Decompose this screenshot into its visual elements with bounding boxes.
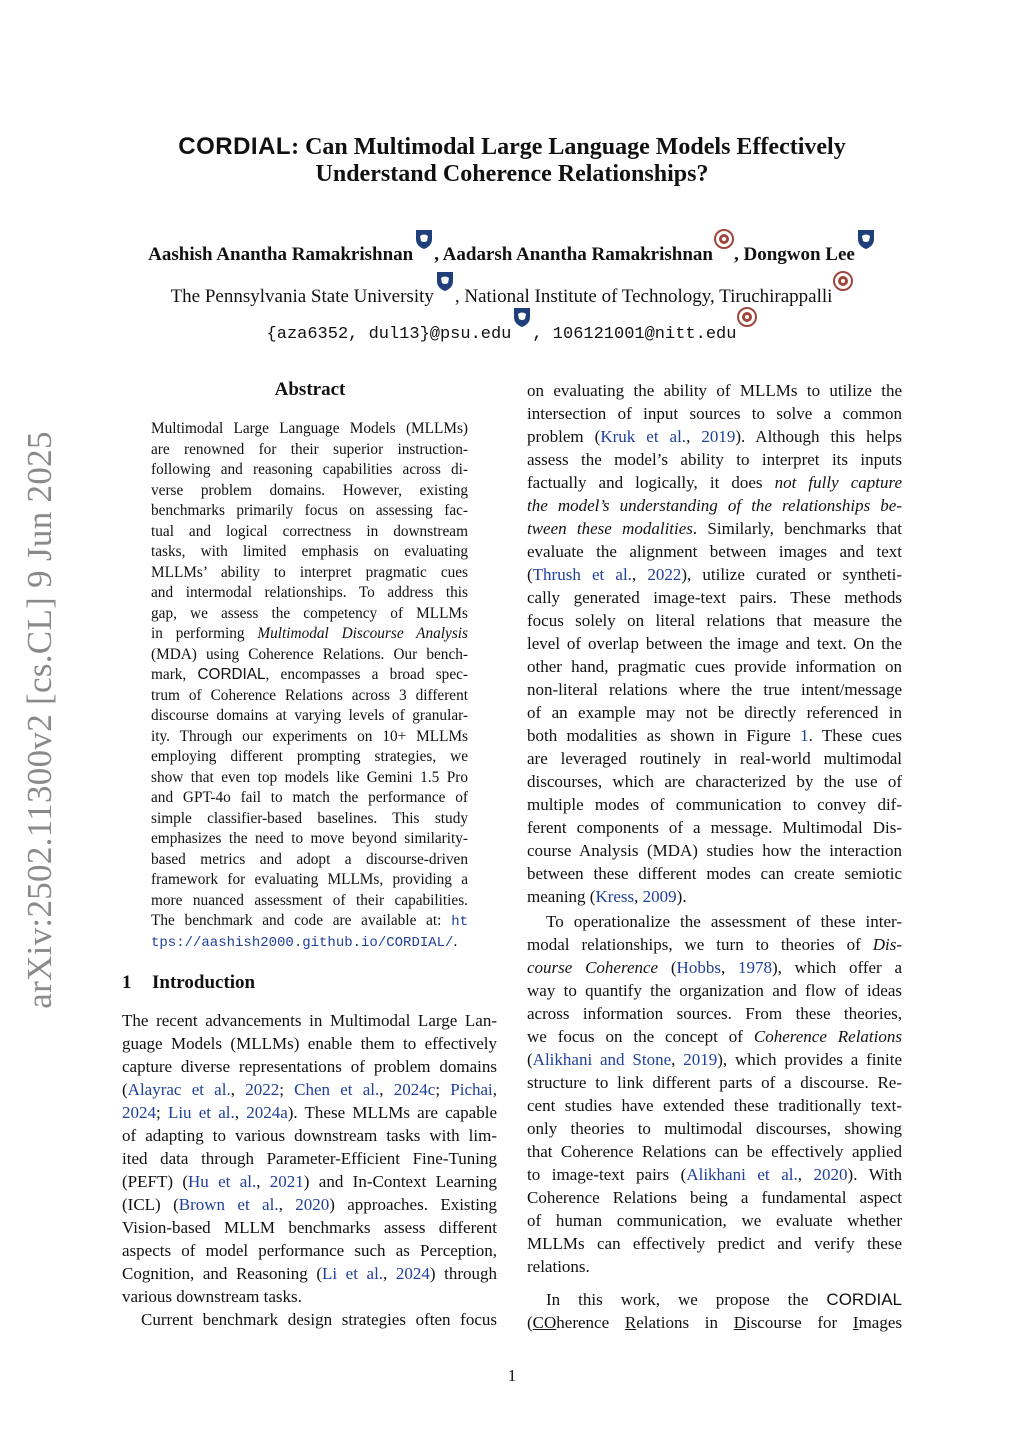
body-text: , bbox=[720, 958, 738, 977]
acronym-letter: CO bbox=[532, 1313, 557, 1332]
citation-link[interactable]: Hu et al. bbox=[188, 1172, 257, 1191]
abstract-line: and intermodal relationships. To address this bbox=[151, 584, 468, 601]
page-number: 1 bbox=[507, 1366, 517, 1385]
abstract-line: framework for evaluating MLLMs, providing a bbox=[151, 871, 468, 888]
body-line bbox=[527, 563, 902, 586]
abstract-text: mark, bbox=[151, 666, 198, 683]
author-1: Aashish Anantha Ramakrishnan bbox=[148, 244, 414, 265]
arxiv-stamp: arXiv:2502.11300v2 [cs.CL] 9 Jun 2025 bbox=[20, 431, 59, 1009]
citation-link[interactable]: 2009 bbox=[642, 887, 677, 906]
body-line bbox=[527, 724, 902, 747]
body-line: guage Models (MLLMs) enable them to effectively bbox=[122, 1034, 497, 1053]
body-text: mages bbox=[858, 1313, 903, 1332]
citation-link[interactable]: Liu et al. bbox=[167, 1103, 235, 1122]
body-line: of adapting to various downstream tasks with lim- bbox=[122, 1126, 497, 1145]
body-line: between these different modes can create semiotic bbox=[527, 864, 902, 883]
body-text: Cognition, and Reasoning ( bbox=[122, 1264, 322, 1283]
citation-link[interactable]: Kress bbox=[595, 887, 635, 906]
body-line bbox=[527, 956, 902, 979]
citation-link[interactable]: 2020 bbox=[295, 1195, 330, 1214]
body-text: modal relationships, we turn to theories of bbox=[527, 935, 873, 954]
benchmark-name: CORDIAL bbox=[826, 1290, 902, 1309]
citation-link[interactable]: 2024 bbox=[395, 1264, 430, 1283]
body-text: ( bbox=[527, 565, 533, 584]
abstract-emphasis: Multimodal Discourse Analysis bbox=[257, 625, 468, 642]
body-emphasis: not fully capture bbox=[774, 473, 902, 492]
abstract-line: employing different prompting strategies, we bbox=[151, 748, 468, 765]
abstract-text: The benchmark and code are available at: bbox=[151, 912, 452, 929]
body-text: ). bbox=[676, 887, 687, 906]
abstract-text: , encompasses a broad spec- bbox=[265, 666, 468, 683]
body-text: ), utilize curated or syntheti- bbox=[681, 565, 902, 584]
email-psu: {aza6352, dul13}@psu.edu bbox=[266, 325, 512, 344]
body-line: assess the model’s ability to interpret its inputs bbox=[527, 450, 902, 469]
citation-link[interactable]: Alikhani et al. bbox=[686, 1165, 798, 1184]
abstract-line: (MDA) using Coherence Relations. Our bench- bbox=[151, 646, 468, 663]
abstract-line: Multimodal Large Language Models (MLLMs) bbox=[151, 420, 468, 437]
body-text: , bbox=[492, 1080, 498, 1099]
body-line bbox=[527, 1025, 902, 1048]
body-text: ( bbox=[527, 1313, 533, 1332]
title-line2: Understand Coherence Relationships? bbox=[315, 161, 709, 187]
body-line: ferent components of a message. Multimodal Dis- bbox=[527, 818, 902, 837]
body-line bbox=[122, 1262, 497, 1285]
email-nitt: , 106121001@nitt.edu bbox=[532, 325, 737, 344]
body-line: across information sources. From these theories, bbox=[527, 1004, 902, 1023]
paper-title bbox=[80, 133, 944, 188]
body-line: level of overlap between the image and text. On the bbox=[527, 634, 902, 653]
citation-link[interactable]: 2021 bbox=[269, 1172, 304, 1191]
affiliations bbox=[60, 270, 964, 308]
abstract-line: tual and logical correctness in downstream bbox=[151, 523, 468, 540]
body-emphasis: the model’s understanding of the relationships be- bbox=[527, 496, 902, 515]
body-text: factually and logically, it does bbox=[527, 473, 775, 492]
author-list bbox=[60, 228, 964, 266]
body-text: , bbox=[686, 427, 702, 446]
body-text: ) approaches. Existing bbox=[329, 1195, 497, 1214]
citation-link[interactable]: 2024 bbox=[122, 1103, 156, 1122]
body-line: structure to link different parts of a discourse. Re- bbox=[527, 1073, 902, 1092]
body-emphasis: course Coherence bbox=[527, 958, 659, 977]
body-text: , bbox=[634, 887, 643, 906]
benchmark-name: CORDIAL bbox=[197, 666, 266, 683]
body-text: ). With bbox=[847, 1165, 903, 1184]
body-text: ; bbox=[279, 1080, 295, 1099]
body-emphasis: tween these modalities bbox=[527, 519, 693, 538]
body-line bbox=[527, 885, 902, 908]
body-line: To operationalize the assessment of these inter- bbox=[546, 912, 902, 931]
body-text: to image-text pairs ( bbox=[527, 1165, 687, 1184]
abstract-line: MLLMs’ ability to interpret pragmatic cues bbox=[151, 564, 468, 581]
nitt-logo-icon bbox=[737, 306, 757, 328]
abstract-line bbox=[151, 932, 468, 953]
body-line: only theories to multimodal discourses, showing bbox=[527, 1119, 902, 1138]
psu-logo-icon bbox=[414, 228, 434, 250]
abstract-line: discourse domains at varying levels of granular- bbox=[151, 707, 468, 724]
body-text: ), which offer a bbox=[771, 958, 903, 977]
code-url-link[interactable]: ht bbox=[451, 914, 468, 930]
body-line bbox=[122, 1193, 497, 1216]
body-line: evaluate the alignment between images and text bbox=[527, 542, 902, 561]
body-text: ) through bbox=[429, 1264, 498, 1283]
abstract-line: based metrics and adopt a discourse-driven bbox=[151, 851, 468, 868]
citation-link[interactable]: 2022 bbox=[647, 565, 682, 584]
body-text: we focus on the concept of bbox=[527, 1027, 754, 1046]
abstract-line: gap, we assess the competency of MLLMs bbox=[151, 605, 468, 622]
body-line bbox=[122, 1101, 497, 1124]
body-text: . These cues bbox=[808, 726, 902, 745]
body-line: relations. bbox=[527, 1257, 590, 1276]
body-line: focus solely on literal relations that measure the bbox=[527, 611, 902, 630]
citation-link[interactable]: 2024c bbox=[393, 1080, 436, 1099]
citation-link[interactable]: Pichai bbox=[450, 1080, 493, 1099]
psu-logo-icon bbox=[512, 306, 532, 328]
body-line: course Analysis (MDA) studies how the interaction bbox=[527, 841, 902, 860]
body-text: ). Although this helps bbox=[735, 427, 902, 446]
section-number: 1 bbox=[122, 972, 132, 993]
body-text: (ICL) ( bbox=[122, 1195, 179, 1214]
psu-logo-icon bbox=[856, 228, 876, 250]
body-line: other hand, pragmatic cues provide information on bbox=[527, 657, 902, 676]
abstract-line: verse problem domains. However, existing bbox=[151, 482, 468, 499]
abstract-line bbox=[151, 665, 468, 685]
body-text: , bbox=[278, 1195, 296, 1214]
author-3: , Dongwon Lee bbox=[733, 244, 855, 265]
body-line: Coherence Relations being a fundamental aspect bbox=[527, 1188, 902, 1207]
abstract-line: simple classifier-based baselines. This study bbox=[151, 810, 468, 827]
citation-link[interactable]: Kruk et al. bbox=[600, 427, 687, 446]
body-line: Vision-based MLLM benchmarks assess different bbox=[122, 1218, 497, 1237]
abstract-text: . bbox=[453, 933, 458, 950]
body-text: problem ( bbox=[527, 427, 601, 446]
abstract-line: ity. Through our experiments on 10+ MLLMs bbox=[151, 728, 468, 745]
psu-logo-icon bbox=[435, 270, 455, 292]
citation-link[interactable]: 1978 bbox=[737, 958, 772, 977]
body-line: Current benchmark design strategies often focus bbox=[141, 1310, 497, 1329]
abstract-line: show that even top models like Gemini 1.5 Pro bbox=[151, 769, 468, 786]
citation-link[interactable]: Alikhani and Stone bbox=[532, 1050, 672, 1069]
body-line: The recent advancements in Multimodal Large Lan- bbox=[122, 1011, 497, 1030]
body-text: meaning ( bbox=[527, 887, 596, 906]
body-line: cally generated image-text pairs. These methods bbox=[527, 588, 902, 607]
body-text: ) and In-Context Learning bbox=[303, 1172, 497, 1191]
author-emails bbox=[60, 306, 964, 344]
abstract-line: tasks, with limited emphasis on evaluating bbox=[151, 543, 468, 560]
body-text: elations in bbox=[636, 1313, 734, 1332]
citation-link[interactable]: Alayrac et al. bbox=[127, 1080, 231, 1099]
body-line bbox=[527, 1311, 902, 1334]
body-line bbox=[527, 471, 902, 494]
body-line bbox=[527, 1163, 902, 1186]
body-text: , bbox=[631, 565, 648, 584]
nitt-logo-icon bbox=[714, 228, 734, 250]
code-url-link[interactable]: tps://aashish2000.github.io/CORDIAL/ bbox=[151, 935, 454, 951]
body-line: non-literal relations where the true intent/message bbox=[527, 680, 902, 699]
body-line: discourses, which are characterized by the use of bbox=[527, 772, 902, 791]
citation-link[interactable]: 2019 bbox=[701, 427, 736, 446]
body-text: , bbox=[797, 1165, 814, 1184]
body-text: (PEFT) ( bbox=[122, 1172, 188, 1191]
body-line: capture diverse representations of problem domains bbox=[122, 1057, 497, 1076]
body-line: various downstream tasks. bbox=[122, 1287, 302, 1306]
body-text: . Similarly, benchmarks that bbox=[692, 519, 902, 538]
body-emphasis: Coherence Relations bbox=[753, 1027, 902, 1046]
body-line: that Coherence Relations can be effectively applied bbox=[527, 1142, 902, 1161]
body-line: are leveraged routinely in real-world multimodal bbox=[527, 749, 902, 768]
body-line bbox=[122, 1078, 497, 1101]
body-line bbox=[527, 1048, 902, 1071]
abstract-line: are renowned for their superior instruction- bbox=[151, 441, 468, 458]
abstract-line: benchmarks primarily focus on assessing fac- bbox=[151, 502, 468, 519]
body-line: aspects of model performance such as Perception, bbox=[122, 1241, 497, 1260]
body-line bbox=[527, 1288, 902, 1311]
body-text: , bbox=[234, 1103, 247, 1122]
abstract-line: trum of Coherence Relations across 3 different bbox=[151, 687, 468, 704]
acronym-letter: D bbox=[733, 1313, 746, 1332]
body-line: of human communication, we evaluate whether bbox=[527, 1211, 902, 1230]
figure-ref-link[interactable]: 1 bbox=[800, 726, 809, 745]
body-line bbox=[527, 517, 902, 540]
body-text: herence bbox=[556, 1313, 625, 1332]
abstract-line: following and reasoning capabilities across di- bbox=[151, 461, 468, 478]
body-line: on evaluating the ability of MLLMs to utilize the bbox=[527, 381, 902, 400]
body-text: , bbox=[230, 1080, 246, 1099]
citation-link[interactable]: Brown et al. bbox=[178, 1195, 279, 1214]
abstract-heading: Abstract bbox=[274, 379, 346, 400]
citation-link[interactable]: Hobbs bbox=[676, 958, 721, 977]
body-emphasis: Dis- bbox=[872, 935, 902, 954]
citation-link[interactable]: Thrush et al. bbox=[532, 565, 632, 584]
body-text: ; bbox=[435, 1080, 451, 1099]
body-text: iscourse for bbox=[745, 1313, 853, 1332]
body-line bbox=[527, 494, 902, 517]
citation-link[interactable]: 2020 bbox=[813, 1165, 848, 1184]
abstract-line bbox=[151, 911, 468, 932]
acronym-letter: I bbox=[852, 1313, 859, 1332]
body-text: ( bbox=[658, 958, 677, 977]
body-line: of an example may not be directly referenced in bbox=[527, 703, 902, 722]
body-text: ( bbox=[527, 1050, 533, 1069]
citation-link[interactable]: 2022 bbox=[245, 1080, 280, 1099]
section-title: Introduction bbox=[152, 972, 256, 993]
affiliation-nitt: , National Institute of Technology, Tiruchirappalli bbox=[454, 286, 833, 307]
abstract-text: in performing bbox=[151, 625, 258, 642]
body-text: , bbox=[256, 1172, 270, 1191]
body-line: cent studies have extended these traditionally text- bbox=[527, 1096, 902, 1115]
body-line: intersection of input sources to solve a common bbox=[527, 404, 902, 423]
author-2: , Aadarsh Anantha Ramakrishnan bbox=[434, 244, 713, 265]
body-line: MLLMs can effectively predict and verify these bbox=[527, 1234, 902, 1253]
abstract-line: emphasizes the need to move beyond similarity- bbox=[151, 830, 468, 847]
body-line bbox=[122, 1170, 497, 1193]
abstract-line: more nuanced assessment of their capabilities. bbox=[151, 892, 468, 909]
citation-link[interactable]: 2019 bbox=[683, 1050, 718, 1069]
citation-link[interactable]: Chen et al. bbox=[294, 1080, 380, 1099]
body-line: multiple modes of communication to convey dif- bbox=[527, 795, 902, 814]
abstract-line bbox=[151, 624, 468, 644]
body-text: ). These MLLMs are capable bbox=[287, 1103, 497, 1122]
citation-link[interactable]: 2024a bbox=[246, 1103, 288, 1122]
body-text: both modalities as shown in Figure bbox=[527, 726, 801, 745]
body-text: ( bbox=[122, 1080, 128, 1099]
body-line bbox=[527, 425, 902, 448]
title-brand: CORDIAL bbox=[178, 133, 292, 160]
body-line: ited data through Parameter-Efficient Fine-Tuning bbox=[122, 1149, 497, 1168]
nitt-logo-icon bbox=[833, 270, 853, 292]
body-line: way to quantify the organization and flow of ideas bbox=[527, 981, 902, 1000]
affiliation-psu: The Pennsylvania State University bbox=[170, 286, 434, 307]
body-text: , bbox=[379, 1080, 394, 1099]
body-text: ), which provides a finite bbox=[717, 1050, 902, 1069]
body-text: ; bbox=[156, 1103, 168, 1122]
title-line1: : Can Multimodal Large Language Models Effectively bbox=[291, 134, 846, 160]
body-text: , bbox=[383, 1264, 396, 1283]
citation-link[interactable]: Li et al. bbox=[321, 1264, 384, 1283]
acronym-letter: R bbox=[624, 1313, 637, 1332]
body-text: , bbox=[671, 1050, 684, 1069]
abstract-line: and GPT-4o fail to match the performance of bbox=[151, 789, 468, 806]
body-text: In this work, we propose the bbox=[546, 1290, 827, 1309]
body-line bbox=[527, 933, 902, 956]
